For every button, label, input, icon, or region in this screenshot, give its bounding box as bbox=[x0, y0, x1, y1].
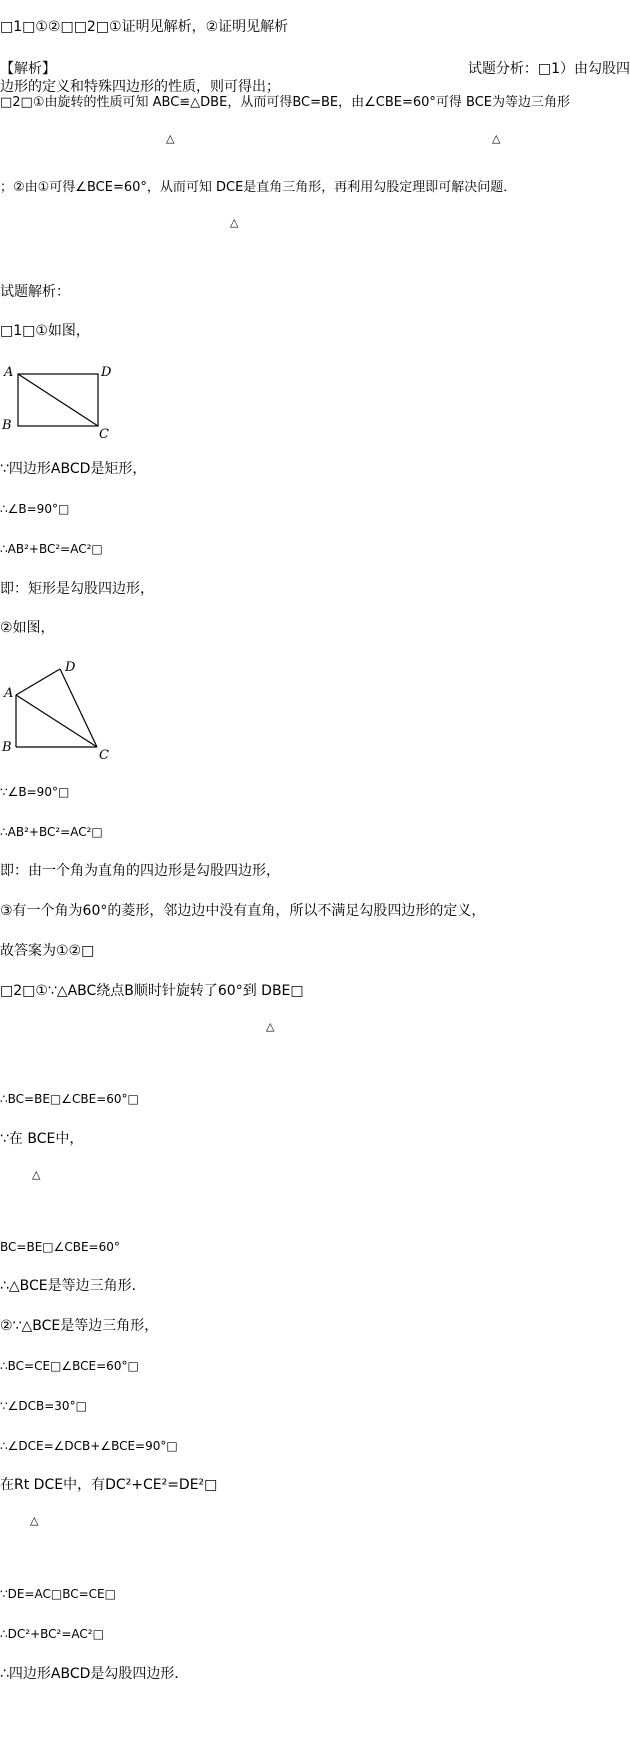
proof-line: ∴∠B=90°□ bbox=[0, 502, 70, 516]
triangle-symbol: △ bbox=[166, 132, 175, 145]
triangle-symbol: △ bbox=[230, 216, 239, 229]
proof-line: ∴BC=CE□∠BCE=60°□ bbox=[0, 1359, 139, 1373]
triangle-symbol: △ bbox=[266, 1020, 275, 1033]
vertex-label-d: D bbox=[101, 365, 112, 380]
proof-line: 在Rt DCE中，有DC²+CE²=DE²□ bbox=[0, 1477, 218, 1493]
vertex-label-a: A bbox=[4, 365, 14, 380]
proof-line: ③有一个角为60°的菱形，邻边边中没有直角，所以不满足勾股四边形的定义， bbox=[0, 903, 486, 919]
vertex-label-b: B bbox=[2, 418, 12, 433]
analysis-intro: 试题分析：□1）由勾股四 bbox=[467, 61, 630, 77]
proof-line: 故答案为①②□ bbox=[0, 943, 95, 959]
proof-line: 即：由一个角为直角的四边形是勾股四边形， bbox=[0, 863, 280, 879]
vertex-label-c: C bbox=[99, 748, 109, 763]
proof-line: ∴AB²+BC²=AC²□ bbox=[0, 542, 103, 556]
analysis-line-4: ；②由①可得∠BCE=60°，从而可知 DCE是直角三角形，再利用勾股定理即可解决问题． bbox=[0, 180, 517, 195]
vertex-label-c: C bbox=[99, 427, 109, 442]
quadrilateral-figure bbox=[0, 655, 130, 765]
proof-line: ∴∠DCE=∠DCB+∠BCE=90°□ bbox=[0, 1439, 178, 1453]
solution-heading: 试题解析： bbox=[0, 284, 70, 300]
proof-line: ∵四边形ABCD是矩形， bbox=[0, 461, 147, 477]
triangle-symbol: △ bbox=[492, 132, 501, 145]
vertex-label-d: D bbox=[65, 660, 76, 675]
vertex-label-b: B bbox=[2, 740, 12, 755]
part2-heading: □2□①∵△ABC绕点B顺时针旋转了60°到 DBE□ bbox=[0, 983, 304, 999]
analysis-line-3: □2□①由旋转的性质可知 ABC≌△DBE，从而可得BC=BE，由∠CBE=60°可得 BCE为等边三角形 bbox=[0, 95, 571, 110]
proof-line: 即：矩形是勾股四边形， bbox=[0, 581, 154, 597]
proof-line: ∵∠DCB=30°□ bbox=[0, 1399, 87, 1413]
proof-line: ②∵△BCE是等边三角形， bbox=[0, 1318, 159, 1334]
proof-line: ∴AB²+BC²=AC²□ bbox=[0, 825, 103, 839]
analysis-line-2: 边形的定义和特殊四边形的性质，则可得出； bbox=[0, 79, 280, 95]
rectangle-figure bbox=[0, 362, 130, 442]
proof-line: ∵DE=AC□BC=CE□ bbox=[0, 1587, 116, 1601]
proof-line: ∴△BCE是等边三角形． bbox=[0, 1278, 146, 1294]
triangle-symbol: △ bbox=[32, 1168, 41, 1181]
analysis-heading: 【解析】 bbox=[0, 61, 56, 77]
part1-heading: □1□①如图， bbox=[0, 323, 90, 339]
triangle-symbol: △ bbox=[30, 1514, 39, 1527]
part1-item2-heading: ②如图， bbox=[0, 620, 55, 636]
proof-line: BC=BE□∠CBE=60° bbox=[0, 1240, 120, 1254]
conclusion-line: ∴四边形ABCD是勾股四边形． bbox=[0, 1666, 189, 1682]
answer-summary: □1□①②□□2□①证明见解析，②证明见解析 bbox=[0, 19, 289, 35]
proof-line: ∵在 BCE中， bbox=[0, 1131, 84, 1147]
proof-line: ∴BC=BE□∠CBE=60°□ bbox=[0, 1092, 139, 1106]
proof-line: ∴DC²+BC²=AC²□ bbox=[0, 1627, 104, 1641]
vertex-label-a: A bbox=[4, 686, 14, 701]
proof-line: ∵∠B=90°□ bbox=[0, 785, 70, 799]
